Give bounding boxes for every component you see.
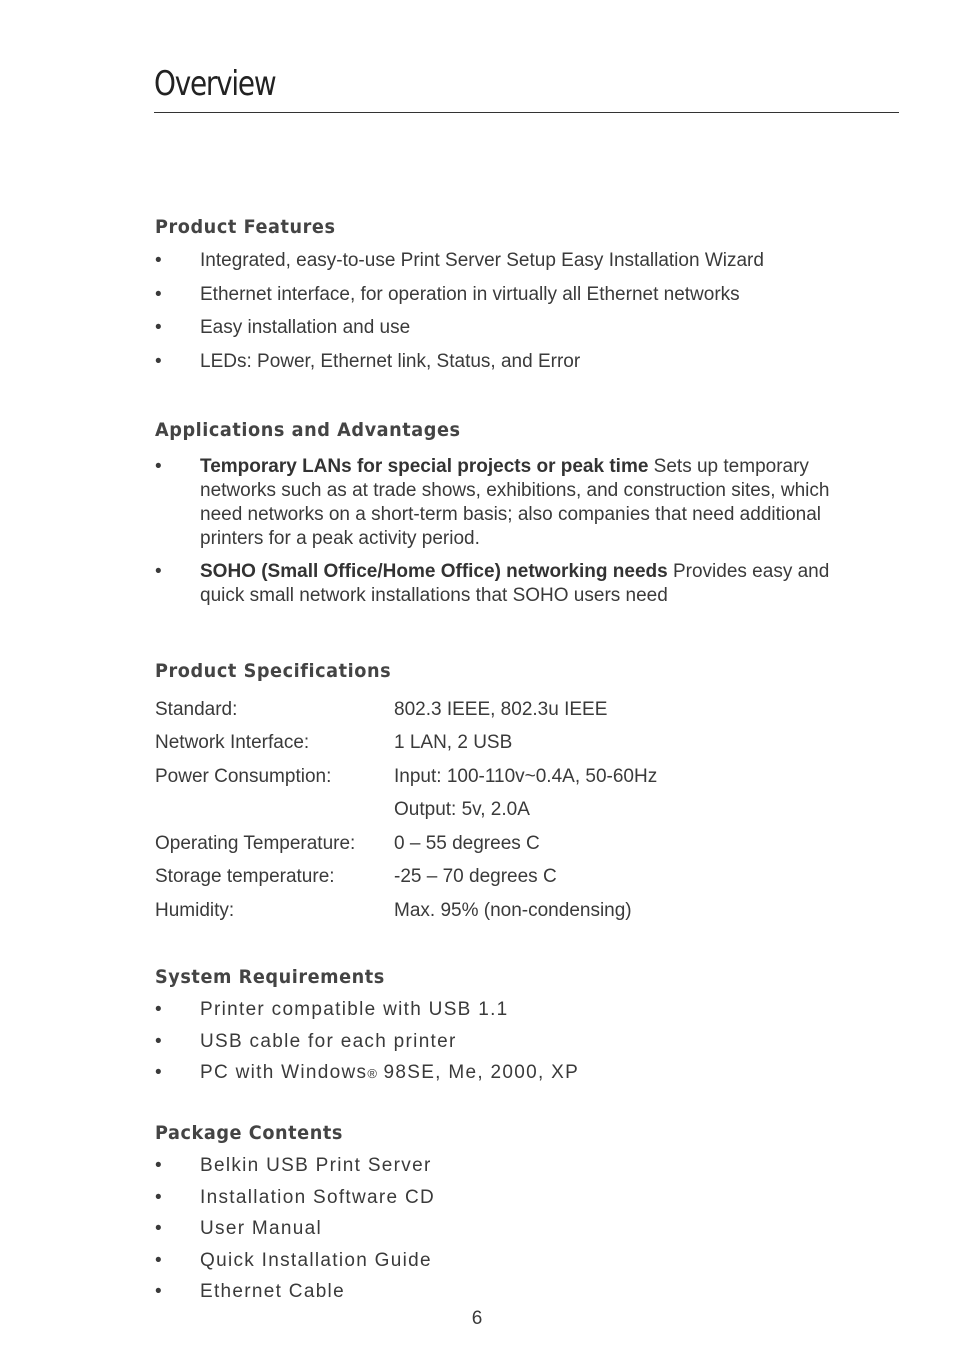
- table-row: [155, 727, 657, 761]
- spec-label: [155, 794, 394, 828]
- list-item: • Ethernet Cable: [155, 1281, 345, 1302]
- page-number: 6: [471, 1308, 483, 1329]
- bullet-icon: •: [155, 1030, 163, 1052]
- list-item: • Installation Software CD: [155, 1186, 436, 1208]
- spec-value: 802.3 IEEE, 802.3u IEEE: [394, 698, 608, 720]
- bullet-icon: •: [155, 1249, 163, 1271]
- spec-value: Max. 95% (non-condensing): [394, 899, 632, 921]
- table-row: [155, 794, 657, 828]
- specifications-table: [155, 693, 657, 928]
- bullet-icon: •: [155, 1281, 163, 1302]
- specifications-heading: Product Specifications: [155, 660, 392, 682]
- system-requirements-list: [155, 998, 865, 1086]
- bullet-icon: •: [155, 1218, 163, 1239]
- package-contents-list: [155, 1154, 865, 1304]
- spec-label: Power Consumption:: [155, 765, 332, 787]
- spec-label: Network Interface:: [155, 732, 310, 754]
- list-item: • Integrated, easy-to-use Print Server Setup Easy Installation Wizard: [155, 250, 764, 271]
- list-item: • Ethernet interface, for operation in virtually all Ethernet networks: [155, 283, 740, 305]
- table-row: [155, 861, 657, 895]
- bullet-icon: •: [155, 283, 162, 305]
- item-title: SOHO (Small Office/Home Office) networking needs: [200, 561, 668, 582]
- bullet-icon: •: [155, 561, 162, 582]
- bullet-icon: •: [155, 1155, 163, 1176]
- spec-value: Input: 100-110v~0.4A, 50-60Hz: [394, 765, 658, 787]
- title-divider: [154, 112, 899, 113]
- spec-value: 1 LAN, 2 USB: [394, 732, 513, 754]
- spec-value: 0 – 55 degrees C: [394, 832, 540, 854]
- list-item: • User Manual: [155, 1218, 323, 1239]
- list-item: • PC with Windows® 98SE, Me, 2000, XP: [155, 1062, 580, 1083]
- list-item: • SOHO (Small Office/Home Office) networking needs Provides easy and quick small network installations that SOHO users need: [155, 561, 830, 606]
- table-row: [155, 827, 657, 861]
- list-item: • Temporary LANs for special projects or peak time Sets up temporary networks such as at trade shows, exhibitions, and construction sites, which need networks on a short-term basis; also companies that need additional printers for a peak activity period.: [155, 456, 830, 549]
- list-item: • Belkin USB Print Server: [155, 1155, 432, 1176]
- spec-label: Storage temperature:: [155, 866, 335, 888]
- spec-label: Standard:: [155, 698, 238, 720]
- bullet-icon: •: [155, 350, 162, 372]
- table-row: [155, 760, 657, 794]
- bullet-icon: •: [155, 456, 162, 477]
- table-row: [155, 894, 657, 928]
- spec-value: -25 – 70 degrees C: [394, 866, 557, 888]
- applications-list: [155, 455, 865, 608]
- bullet-icon: •: [155, 250, 162, 271]
- spec-value: Output: 5v, 2.0A: [394, 799, 530, 821]
- list-item: • Quick Installation Guide: [155, 1249, 432, 1271]
- page-title: Overview: [154, 64, 276, 104]
- item-title: Temporary LANs for special projects or peak time: [200, 456, 649, 477]
- spec-label: Humidity:: [155, 899, 235, 921]
- spec-label: Operating Temperature:: [155, 832, 356, 854]
- product-features-heading: Product Features: [155, 216, 336, 238]
- list-item: • LEDs: Power, Ethernet link, Status, and Error: [155, 350, 581, 372]
- bullet-icon: •: [155, 1062, 163, 1083]
- package-contents-heading: Package Contents: [155, 1122, 343, 1144]
- registered-mark: ®: [367, 1066, 377, 1081]
- bullet-icon: •: [155, 317, 162, 338]
- list-item: • Printer compatible with USB 1.1: [155, 999, 509, 1020]
- product-features-list: [155, 249, 865, 374]
- bullet-icon: •: [155, 999, 163, 1020]
- table-row: [155, 693, 657, 727]
- list-item: • Easy installation and use: [155, 317, 411, 338]
- system-requirements-heading: System Requirements: [155, 966, 385, 988]
- list-item: • USB cable for each printer: [155, 1030, 457, 1052]
- bullet-icon: •: [155, 1186, 163, 1208]
- applications-heading: Applications and Advantages: [155, 419, 461, 441]
